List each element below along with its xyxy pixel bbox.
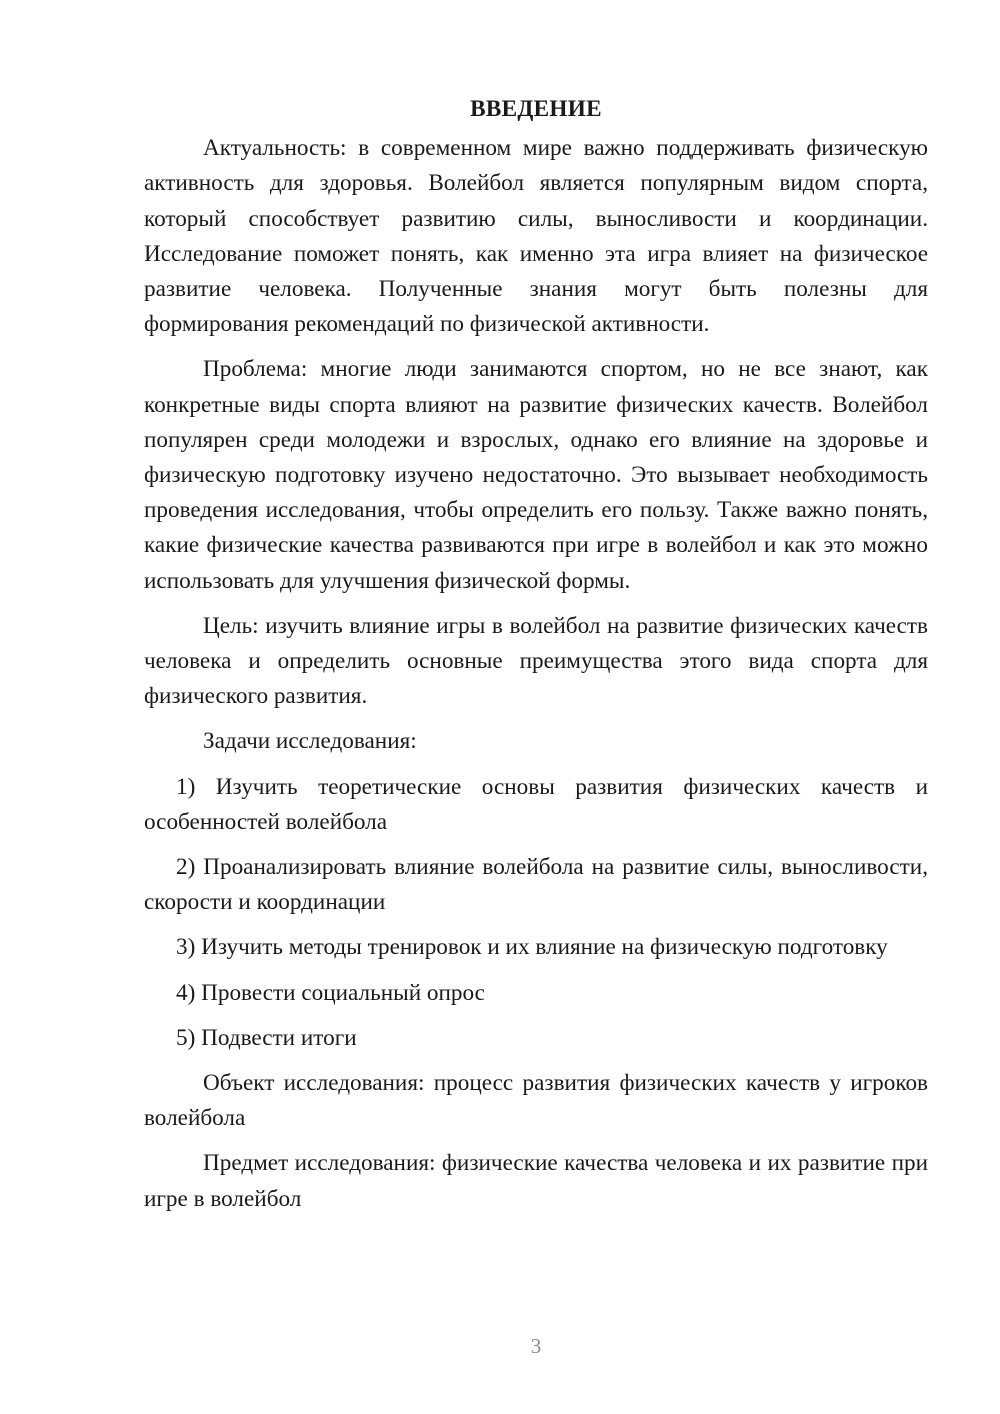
- task-item-3: 3) Изучить методы тренировок и их влияние на физическую подготовку: [176, 934, 888, 961]
- task-item-4: 4) Провести социальный опрос: [176, 979, 485, 1006]
- task-item-1: 1) Изучить теоретические основы развития физических качеств и особенностей волейбола: [144, 773, 928, 835]
- tasks-heading: Задачи исследования:: [203, 728, 417, 755]
- page-number: 3: [530, 1334, 542, 1358]
- paragraph-relevance: Актуальность: в современном мире важно поддерживать физическую активность для здоровья. Волейбол является популярным видом спорта, который способствует развитию силы, выносливости и координации. Исследование поможет понять, как именно эта игра влияет на физическое развитие человека. Полученные знания могут быть полезны для формирования рекомендаций по физической активности.: [144, 135, 928, 338]
- paragraph-object: Объект исследования: процесс развития физических качеств у игроков волейбола: [144, 1070, 928, 1132]
- paragraph-problem: Проблема: многие люди занимаются спортом, но не все знают, как конкретные виды спорта влияют на развитие физических качеств. Волейбол популярен среди молодежи и взрослых, однако его влияние на здоровье и физическую подготовку изучено недостаточно. Это вызывает необходимость проведения исследования, чтобы определить его пользу. Также важно понять, какие физические качества развиваются при игре в волейбол и как это можно использовать для улучшения физической формы.: [144, 356, 928, 594]
- page-title: ВВЕДЕНИЕ: [470, 96, 602, 122]
- paragraph-goal: Цель: изучить влияние игры в волейбол на развитие физических качеств человека и определить основные преимущества этого вида спорта для физического развития.: [144, 612, 928, 710]
- document-body: [144, 92, 928, 1227]
- paragraph-subject: Предмет исследования: физические качества человека и их развитие при игре в волейбол: [144, 1150, 928, 1212]
- task-item-5: 5) Подвести итоги: [176, 1024, 357, 1051]
- task-item-2: 2) Проанализировать влияние волейбола на развитие силы, выносливости, скорости и координации: [144, 854, 928, 916]
